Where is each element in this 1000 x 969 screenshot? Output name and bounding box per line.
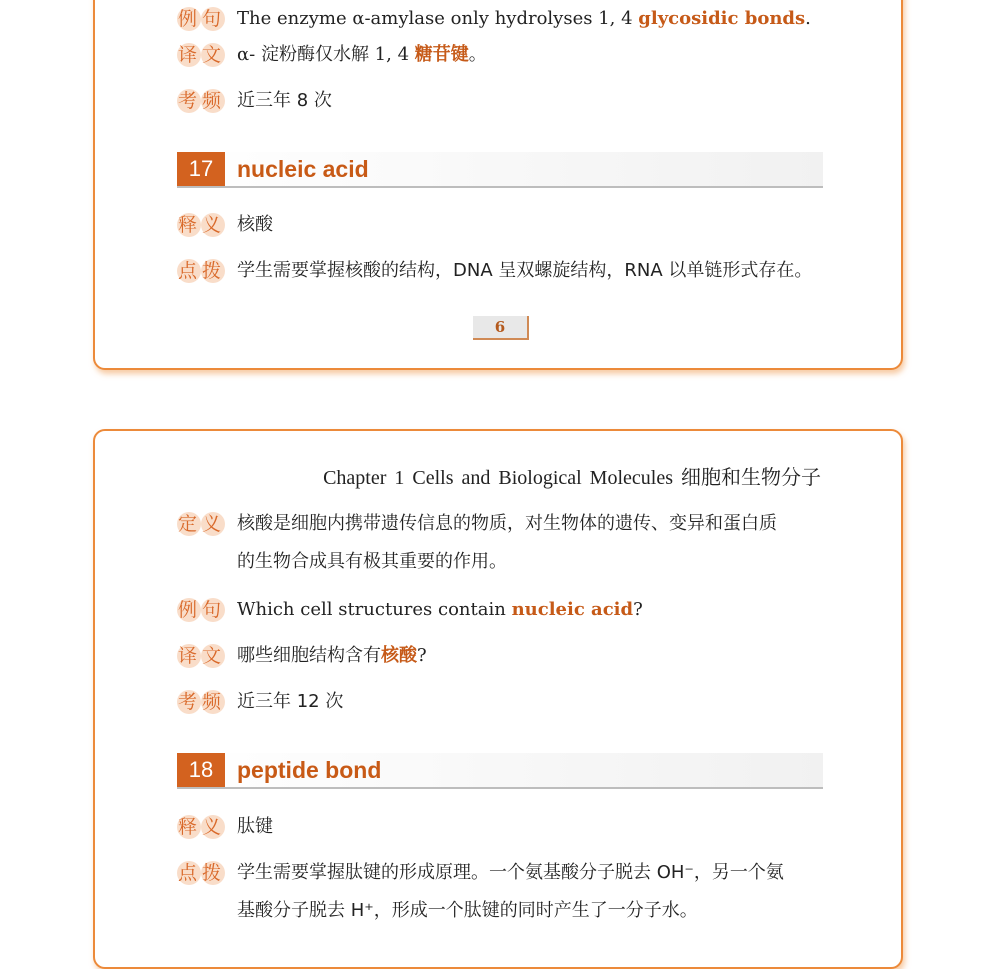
highlight-term: 核酸 xyxy=(381,645,417,666)
frequency-label: 考频 xyxy=(178,90,227,112)
term-heading-18 xyxy=(177,753,823,789)
page-number: 6 xyxy=(473,316,529,340)
highlight-term: 糖苷键 xyxy=(414,44,469,65)
example-row xyxy=(177,6,827,38)
translation-label: 译文 xyxy=(178,44,227,66)
meaning-text: 肽键 xyxy=(237,816,273,837)
meaning-row xyxy=(177,212,827,244)
translation-row xyxy=(177,643,827,675)
tip-row xyxy=(177,860,827,930)
meaning-text: 核酸 xyxy=(237,214,273,235)
definition-label: 定义 xyxy=(178,513,227,535)
definition-row xyxy=(177,511,827,581)
tip-row xyxy=(177,258,827,290)
tip-label: 点拨 xyxy=(178,862,227,884)
term-name: nucleic acid xyxy=(237,156,369,182)
term-heading-17 xyxy=(177,152,823,188)
frequency-text: 近三年 12 次 xyxy=(237,691,344,712)
term-number: 17 xyxy=(177,152,225,186)
translation-row xyxy=(177,42,827,74)
frequency-label: 考频 xyxy=(178,691,227,713)
frequency-text: 近三年 8 次 xyxy=(237,90,332,111)
meaning-label: 释义 xyxy=(178,816,227,838)
term-number: 18 xyxy=(177,753,225,787)
tip-label: 点拨 xyxy=(178,260,227,282)
definition-text: 核酸是细胞内携带遗传信息的物质，对生物体的遗传、变异和蛋白质 的生物合成具有极其重要的作用。 xyxy=(237,513,777,572)
translation-sentence: α- 淀粉酶仅水解 1, 4 糖苷键。 xyxy=(237,44,487,65)
translation-sentence: 哪些细胞结构含有核酸? xyxy=(237,645,427,666)
example-row xyxy=(177,597,827,629)
meaning-row xyxy=(177,814,827,846)
highlight-term: nucleic acid xyxy=(511,599,634,620)
tip-text: 学生需要掌握核酸的结构，DNA 呈双螺旋结构，RNA 以单链形式存在。 xyxy=(237,260,813,281)
translation-label: 译文 xyxy=(178,645,227,667)
term-name: peptide bond xyxy=(237,757,382,783)
chapter-header: Chapter 1 Cells and Biological Molecules 细胞和生物分子 xyxy=(323,467,821,489)
example-label: 例句 xyxy=(178,8,227,30)
frequency-row xyxy=(177,689,827,721)
page-card-7 xyxy=(93,429,903,969)
tip-text: 学生需要掌握肽键的形成原理。一个氨基酸分子脱去 OH⁻，另一个氨 基酸分子脱去 H⁺，形成一个肽键的同时产生了一分子水。 xyxy=(237,862,784,921)
highlight-term: glycosidic bonds xyxy=(638,8,806,29)
example-sentence: The enzyme α-amylase only hydrolyses 1, 4 glycosidic bonds. xyxy=(237,8,811,29)
frequency-row xyxy=(177,88,827,120)
meaning-label: 释义 xyxy=(178,214,227,236)
example-label: 例句 xyxy=(178,599,227,621)
example-sentence: Which cell structures contain nucleic acid? xyxy=(237,599,643,620)
page-card-6 xyxy=(93,0,903,370)
